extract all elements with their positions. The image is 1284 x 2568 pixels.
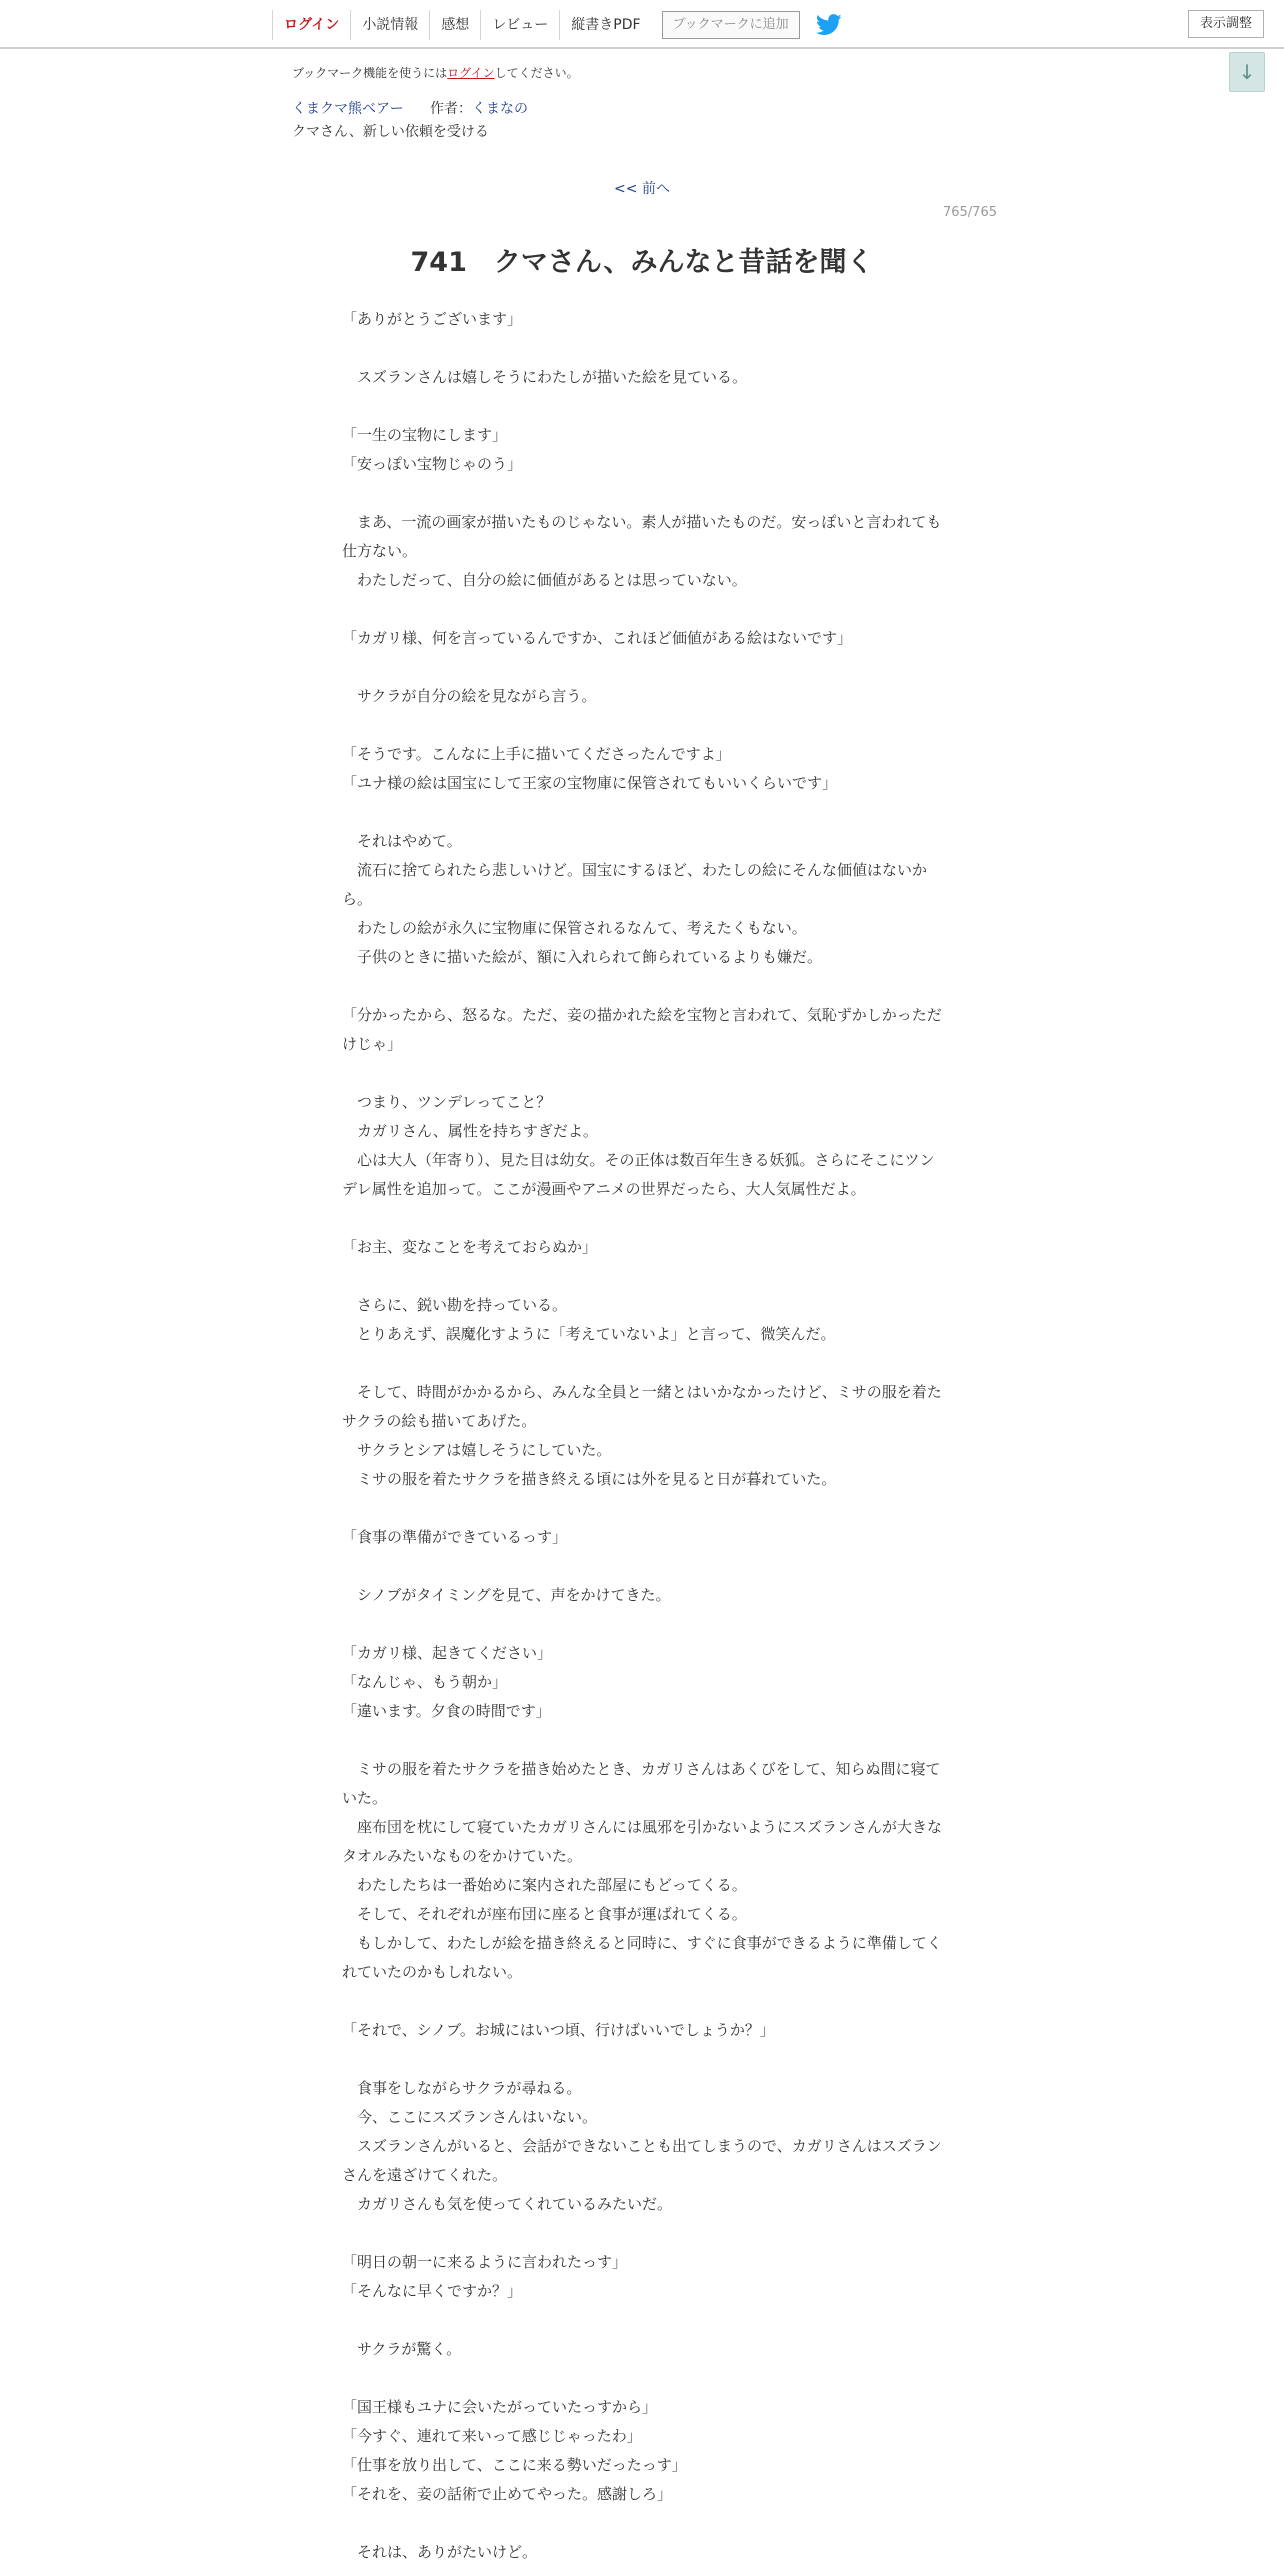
blank-line: [342, 1494, 942, 1523]
blank-line: [342, 1262, 942, 1291]
body-paragraph: 「仕事を放り出して、ここに来る勢いだったっす」: [342, 2456, 687, 2474]
chapter-title: 741 クマさん、みんなと昔話を聞く: [410, 247, 874, 278]
blank-line: [342, 653, 942, 682]
blank-line: [342, 972, 942, 1001]
body-paragraph: 「なんじゃ、もう朝か」: [342, 1673, 508, 1691]
blank-line: [342, 2219, 942, 2248]
body-paragraph: とりあえず、誤魔化すように「考えていないよ」と言って、微笑んだ。: [342, 1325, 836, 1343]
arc-title: クマさん、新しい依頼を受ける: [292, 124, 489, 140]
body-paragraph: 座布団を枕にして寝ていたカガリさんには風邪を引かないようにスズランさんが大きなタオルみたいなものをかけていた。: [342, 1818, 943, 1865]
previous-page-link: [0, 178, 1284, 198]
blank-line: [342, 1204, 942, 1233]
body-paragraph: 「一生の宝物にします」: [342, 426, 508, 444]
body-paragraph: 食事をしながらサクラが尋ねる。: [342, 2079, 582, 2097]
body-paragraph: 「分かったから、怒るな。ただ、妾の描かれた絵を宝物と言われて、気恥ずかしかっただけじゃ」: [342, 1006, 942, 1053]
body-paragraph: つまり、ツンデレってこと？: [342, 1093, 552, 1111]
add-bookmark-button[interactable]: ブックマークに追加: [662, 11, 800, 39]
novel-info-line: [292, 98, 528, 118]
blank-line: [342, 1610, 942, 1639]
blank-line: [342, 595, 942, 624]
body-paragraph: 「それを、妾の話術で止めてやった。感謝しろ」: [342, 2485, 673, 2503]
body-paragraph: わたしだって、自分の絵に価値があるとは思っていない。: [342, 571, 747, 589]
body-paragraph: わたしたちは一番始めに案内された部屋にもどってくる。: [342, 1876, 747, 1894]
nav-vertical-pdf-link[interactable]: 縦書きPDF: [559, 10, 651, 40]
twitter-icon[interactable]: [816, 14, 842, 36]
display-settings-button[interactable]: 表示調整: [1188, 10, 1264, 38]
blank-line: [342, 711, 942, 740]
previous-page-link-text[interactable]: << 前へ: [614, 181, 670, 197]
body-paragraph: スズランさんは嬉しそうにわたしが描いた絵を見ている。: [342, 368, 748, 386]
bookmark-login-note: [292, 64, 579, 81]
body-paragraph: 「安っぽい宝物じゃのう」: [342, 455, 523, 473]
body-paragraph: 「カガリ様、起きてください」: [342, 1644, 553, 1662]
series-title-link[interactable]: くまクマ熊ベアー: [292, 101, 404, 117]
body-paragraph: ミサの服を着たサクラを描き始めたとき、カガリさんはあくびをして、知らぬ間に寝ていた。: [342, 1760, 941, 1807]
nav-login-link[interactable]: ログイン: [272, 10, 350, 40]
login-note-link[interactable]: ログイン: [447, 66, 495, 80]
body-paragraph: 「ありがとうございます」: [342, 310, 523, 328]
blank-line: [342, 1987, 942, 2016]
body-paragraph: 「ユナ様の絵は国宝にして王家の宝物庫に保管されてもいいくらいです」: [342, 774, 838, 792]
body-paragraph: さらに、鋭い勘を持っている。: [342, 1296, 568, 1314]
body-paragraph: 「お主、変なことを考えておらぬか」: [342, 1238, 598, 1256]
body-paragraph: それは、ありがたいけど。: [342, 2543, 538, 2561]
blank-line: [342, 2045, 942, 2074]
top-navigation-bar: [0, 0, 1284, 49]
nav-impressions-link[interactable]: 感想: [429, 10, 480, 40]
scroll-down-button[interactable]: ↓: [1229, 52, 1265, 92]
body-paragraph: 流石に捨てられたら悲しいけど。国宝にするほど、わたしの絵にそんな価値はないから。: [342, 861, 928, 908]
login-note-after: してください。: [494, 66, 579, 80]
body-paragraph: 今、ここにスズランさんはいない。: [342, 2108, 598, 2126]
body-paragraph: 「それで、シノブ。お城にはいつ頃、行けばいいでしょうか？」: [342, 2021, 775, 2039]
body-paragraph: 「明日の朝一に来るように言われたっす」: [342, 2253, 628, 2271]
blank-line: [342, 2509, 942, 2538]
blank-line: [342, 392, 942, 421]
header-nav: [272, 10, 842, 40]
author-link[interactable]: くまなの: [472, 101, 529, 117]
body-paragraph: そして、それぞれが座布団に座ると食事が運ばれてくる。: [342, 1905, 747, 1923]
nav-novel-info-link[interactable]: 小説情報: [350, 10, 429, 40]
page-count: 765/765: [942, 205, 997, 220]
blank-line: [342, 1349, 942, 1378]
body-paragraph: もしかして、わたしが絵を描き終えると同時に、すぐに食事ができるように準備してくれていたのかもしれない。: [342, 1934, 942, 1981]
body-paragraph: 「今すぐ、連れて来いって感じじゃったわ」: [342, 2427, 642, 2445]
login-note-before: ブックマーク機能を使うには: [292, 66, 448, 80]
blank-line: [342, 2306, 942, 2335]
blank-line: [342, 1726, 942, 1755]
blank-line: [342, 334, 942, 363]
body-paragraph: 心は大人（年寄り）、見た目は幼女。その正体は数百年生きる妖狐。さらにそこにツンデレ属性を追加って。ここが漫画やアニメの世界だったら、大人気属性だよ。: [342, 1151, 935, 1198]
blank-line: [342, 1059, 942, 1088]
body-paragraph: 「国王様もユナに会いたがっていたっすから」: [342, 2398, 658, 2416]
body-paragraph: 「食事の準備ができているっす」: [342, 1528, 568, 1546]
chapter-body: [342, 305, 942, 2567]
body-paragraph: スズランさんがいると、会話ができないことも出てしまうので、カガリさんはスズランさんを遠ざけてくれた。: [342, 2137, 942, 2184]
body-paragraph: 子供のときに描いた絵が、額に入れられて飾られているよりも嫌だ。: [342, 948, 823, 966]
body-paragraph: 「カガリ様、何を言っているんですか、これほど価値がある絵はないです」: [342, 629, 853, 647]
nav-review-link[interactable]: レビュー: [480, 10, 559, 40]
body-paragraph: サクラが驚く。: [342, 2340, 462, 2358]
body-paragraph: 「そうです。こんなに上手に描いてくださったんですよ」: [342, 745, 731, 763]
body-paragraph: サクラとシアは嬉しそうにしていた。: [342, 1441, 612, 1459]
body-paragraph: カガリさんも気を使ってくれているみたいだ。: [342, 2195, 673, 2213]
body-paragraph: まあ、一流の画家が描いたものじゃない。素人が描いたものだ。安っぽいと言われても仕方ない。: [342, 513, 942, 560]
blank-line: [342, 798, 942, 827]
body-paragraph: ミサの服を着たサクラを描き終える頃には外を見ると日が暮れていた。: [342, 1470, 837, 1488]
body-paragraph: 「違います。夕食の時間です」: [342, 1702, 551, 1720]
body-paragraph: 「そんなに早くですか？」: [342, 2282, 523, 2300]
body-paragraph: わたしの絵が永久に宝物庫に保管されるなんて、考えたくもない。: [342, 919, 807, 937]
body-paragraph: サクラが自分の絵を見ながら言う。: [342, 687, 597, 705]
body-paragraph: それはやめて。: [342, 832, 462, 850]
body-paragraph: シノブがタイミングを見て、声をかけてきた。: [342, 1586, 671, 1604]
author-label: 作者：: [430, 101, 473, 117]
blank-line: [342, 479, 942, 508]
body-paragraph: そして、時間がかかるから、みんな全員と一緒とはいかなかったけど、ミサの服を着たサクラの絵も描いてあげた。: [342, 1383, 942, 1430]
blank-line: [342, 1552, 942, 1581]
blank-line: [342, 2364, 942, 2393]
body-paragraph: カガリさん、属性を持ちすぎだよ。: [342, 1122, 598, 1140]
